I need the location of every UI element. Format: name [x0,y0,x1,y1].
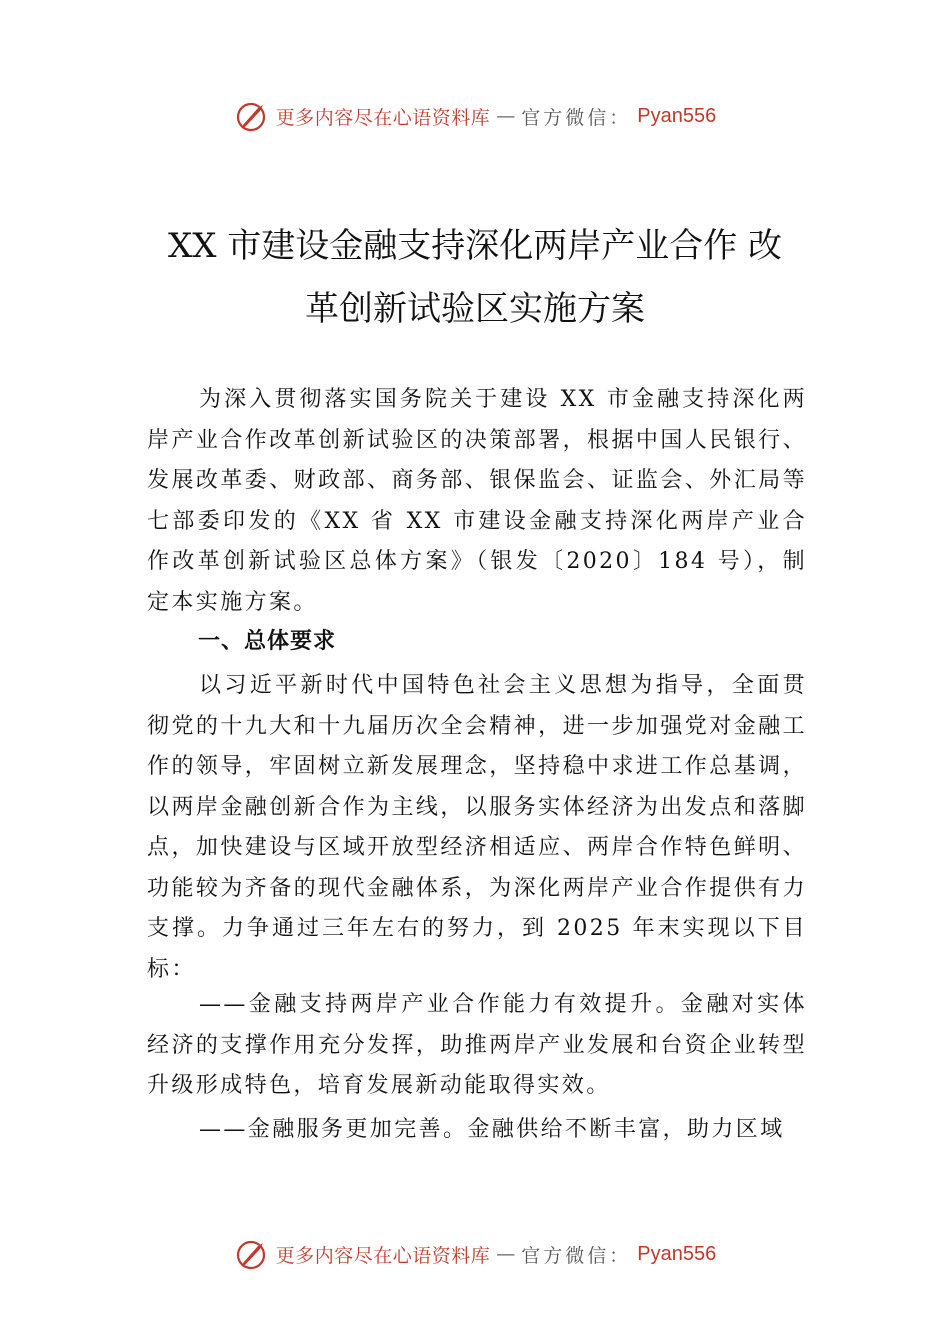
body-paragraph-goal-1: ——金融支持两岸产业合作能力有效提升。金融对实体经济的支撑作用充分发挥，助推两岸产业发展和台资企业转型升级形成特色，培育发展新动能取得实效。 [147,992,807,1098]
pen-nib-logo-icon [234,98,270,134]
watermark-wechat-label: 官方微信： [521,1244,632,1267]
watermark-dash: — [496,1243,516,1265]
watermark-text: 更多内容尽在心语资料库 [275,106,491,129]
watermark-text: 更多内容尽在心语资料库 [275,1244,491,1267]
watermark-dash: — [496,105,516,127]
document-title-line-2: 革创新试验区实施方案 [305,289,645,329]
body-paragraph-guidance: 以习近平新时代中国特色社会主义思想为指导，全面贯彻党的十九大和十九届历次全会精神，进一步加强党对金融工作的领导，牢固树立新发展理念，坚持稳中求进工作总基调，以两岸金融创新合作为主线，以服务实体经济为出发点和落脚点，加快建设与区域开放型经济相适应、两岸合作特色鲜明、功能较为齐备的现代金融体系，为深化两岸产业合作提供有力支撑。力争通过三年左右的努力，到 2025 年末实现以下目标： [147,673,807,982]
document-title-line-1: XX 市建设金融支持深化两岸产业合作 改 [167,226,783,266]
watermark-footer [0,1234,950,1274]
pen-nib-logo-icon [234,1236,270,1272]
body-paragraph-goal-2: ——金融服务更加完善。金融供给不断丰富，助力区域 [199,1117,785,1142]
body-paragraph-intro: 为深入贯彻落实国务院关于建设 XX 市金融支持深化两岸产业合作改革创新试验区的决策部署，根据中国人民银行、发展改革委、财政部、商务部、银保监会、证监会、外汇局等七部委印发的《XX 省 XX 市建设金融支持深化两岸产业合作改革创新试验区总体方案》（银发〔2020〕184 号），制定本实施方案。 [147,387,807,615]
section-heading-general-requirements: 一、总体要求 [198,629,337,654]
watermark-wechat-id: Pyan556 [637,104,717,127]
watermark-wechat-id: Pyan556 [637,1242,717,1265]
watermark-wechat-label: 官方微信： [521,106,632,129]
watermark-header [0,96,950,136]
